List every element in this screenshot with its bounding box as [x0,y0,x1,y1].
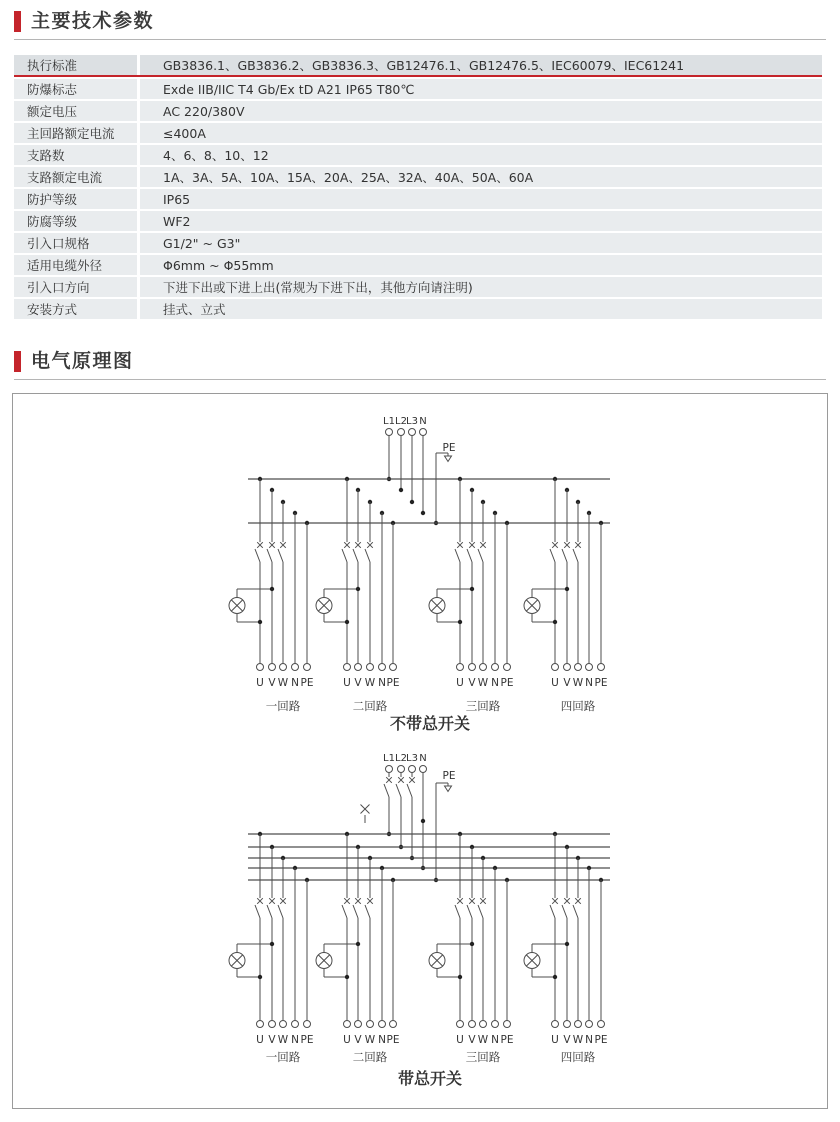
param-label: 防腐等级 [14,211,137,231]
switch-icon [550,898,558,918]
terminal-label: U [551,1034,559,1046]
switch-icon [342,542,350,562]
section-title-tech-params: 主要技术参数 [31,10,155,32]
branch-circuit-1 [229,477,313,713]
switch-icon [365,542,373,562]
branch-circuit-2 [316,477,399,713]
param-row [14,211,822,231]
circuit-schematics [13,394,827,1108]
switch-icon [467,898,475,918]
terminal-label: N [491,1034,499,1046]
param-label: 适用电缆外径 [14,255,137,275]
terminal-label: V [268,677,276,689]
terminal-label: W [572,677,584,689]
circuit-label: 三回路 [465,1050,501,1064]
param-value: 下进下出或下进上出(常规为下进下出，其他方向请注明) [140,277,822,297]
switch-icon [365,898,373,918]
terminal-label: W [477,677,489,689]
param-row [14,101,822,121]
indicator-lamp-icon [524,942,569,979]
diagram-caption: 不带总开关 [389,714,471,733]
param-label: 安装方式 [14,299,137,319]
param-row [14,233,822,253]
pe-label: PE [442,770,456,782]
param-row [14,167,822,187]
indicator-lamp-icon [229,587,274,624]
indicator-lamp-icon [524,587,569,624]
param-row [14,55,822,75]
terminal-label: V [268,1034,276,1046]
terminal-label: U [456,677,464,689]
param-label: 额定电压 [14,101,137,121]
terminal-label: W [277,677,289,689]
switch-icon [255,898,263,918]
param-value: GB3836.1、GB3836.2、GB3836.3、GB12476.1、GB12476.5、IEC60079、IEC61241 [140,55,822,75]
switch-icon [562,542,570,562]
param-label: 主回路额定电流 [14,123,137,143]
terminal-label: PE [594,1034,608,1046]
param-value: IP65 [140,189,822,209]
switch-icon [384,777,392,797]
circuit-label: 一回路 [265,1050,301,1064]
branch-circuit-2 [316,832,399,1064]
terminal-label: N [378,1034,386,1046]
param-label: 引入口方向 [14,277,137,297]
circuit-label: 二回路 [352,699,388,713]
switch-icon [455,898,463,918]
terminal-label: U [256,677,264,689]
pe-label: PE [442,442,456,454]
diagram-no-main-switch [229,416,610,733]
switch-icon [478,898,486,918]
terminal-label: W [572,1034,584,1046]
section-accent-bar [14,11,21,32]
switch-icon [550,542,558,562]
terminal-label: V [563,1034,571,1046]
branch-circuit-4 [524,477,607,713]
terminal-label: N [291,677,299,689]
param-row [14,123,822,143]
terminal-label: N [491,677,499,689]
terminal-label: V [468,677,476,689]
earth-icon [436,783,452,792]
phase-label: L1 [383,753,395,764]
terminal-label: PE [386,677,400,689]
terminal-label: PE [500,1034,514,1046]
terminal-label: PE [300,677,314,689]
switch-icon [467,542,475,562]
terminal-label: PE [594,677,608,689]
circuit-label: 三回路 [465,699,501,713]
phase-label: N [419,416,427,427]
phase-label: L2 [395,753,407,764]
branch-circuit-4 [524,832,607,1064]
phase-label: N [419,753,427,764]
param-value: AC 220/380V [140,101,822,121]
terminal-label: PE [500,677,514,689]
terminal-label: W [364,1034,376,1046]
phase-label: L2 [395,416,407,427]
param-row [14,277,822,297]
phase-label: L1 [383,416,395,427]
switch-icon [478,542,486,562]
schematic-box [12,393,828,1109]
circuit-label: 四回路 [560,699,596,713]
param-label: 防护等级 [14,189,137,209]
tech-params-table [14,55,822,321]
terminal-label: U [551,677,559,689]
section-header-schematic [14,350,826,380]
switch-icon [455,542,463,562]
param-value: 4、6、8、10、12 [140,145,822,165]
param-label: 引入口规格 [14,233,137,253]
indicator-lamp-icon [316,587,360,624]
terminal-label: N [585,1034,593,1046]
switch-icon [407,777,415,797]
terminal-label: W [364,677,376,689]
param-value: 1A、3A、5A、10A、15A、20A、25A、32A、40A、50A、60A [140,167,822,187]
switch-icon [267,542,275,562]
param-value: Φ6mm ~ Φ55mm [140,255,822,275]
terminal-label: U [256,1034,264,1046]
phase-label: L3 [406,416,418,427]
param-value: ≤400A [140,123,822,143]
branch-circuit-3 [429,477,513,713]
param-label: 执行标准 [14,55,137,75]
circuit-label: 四回路 [560,1050,596,1064]
param-value: WF2 [140,211,822,231]
switch-icon [342,898,350,918]
switch-icon [353,898,361,918]
param-row [14,189,822,209]
terminal-label: N [585,677,593,689]
circuit-label: 一回路 [265,699,301,713]
indicator-lamp-icon [316,942,360,979]
param-label: 防爆标志 [14,79,137,99]
section-accent-bar [14,351,21,372]
switch-icon [255,542,263,562]
param-label: 支路数 [14,145,137,165]
terminal-label: PE [300,1034,314,1046]
terminal-label: U [456,1034,464,1046]
indicator-lamp-icon [429,942,474,979]
terminal-label: N [291,1034,299,1046]
branch-circuit-1 [229,832,313,1064]
param-row [14,299,822,319]
param-value: Exde IIB/IIC T4 Gb/Ex tD A21 IP65 T80℃ [140,79,822,99]
terminal-label: U [343,677,351,689]
phase-label: L3 [406,753,418,764]
earth-icon [436,453,452,462]
switch-icon [573,542,581,562]
param-label: 支路额定电流 [14,167,137,187]
switch-icon [278,898,286,918]
switch-icon [267,898,275,918]
terminal-label: V [354,1034,362,1046]
terminal-label: V [563,677,571,689]
circuit-label: 二回路 [352,1050,388,1064]
indicator-lamp-icon [429,587,474,624]
branch-circuit-3 [429,832,513,1064]
param-value: 挂式、立式 [140,299,822,319]
terminal-label: W [277,1034,289,1046]
table-accent-line [14,75,822,77]
param-row [14,145,822,165]
switch-handle-icon [361,805,370,824]
section-title-schematic: 电气原理图 [31,350,134,372]
diagram-caption: 带总开关 [397,1069,463,1088]
terminal-label: U [343,1034,351,1046]
switch-icon [573,898,581,918]
param-row [14,255,822,275]
param-value: G1/2" ~ G3" [140,233,822,253]
terminal-label: V [354,677,362,689]
param-row [14,79,822,99]
diagram-with-main-switch [229,753,610,1088]
terminal-label: V [468,1034,476,1046]
switch-icon [396,777,404,797]
switch-icon [562,898,570,918]
terminal-label: PE [386,1034,400,1046]
switch-icon [353,542,361,562]
terminal-label: W [477,1034,489,1046]
switch-icon [278,542,286,562]
section-header-tech-params [14,10,826,40]
terminal-label: N [378,677,386,689]
indicator-lamp-icon [229,942,274,979]
